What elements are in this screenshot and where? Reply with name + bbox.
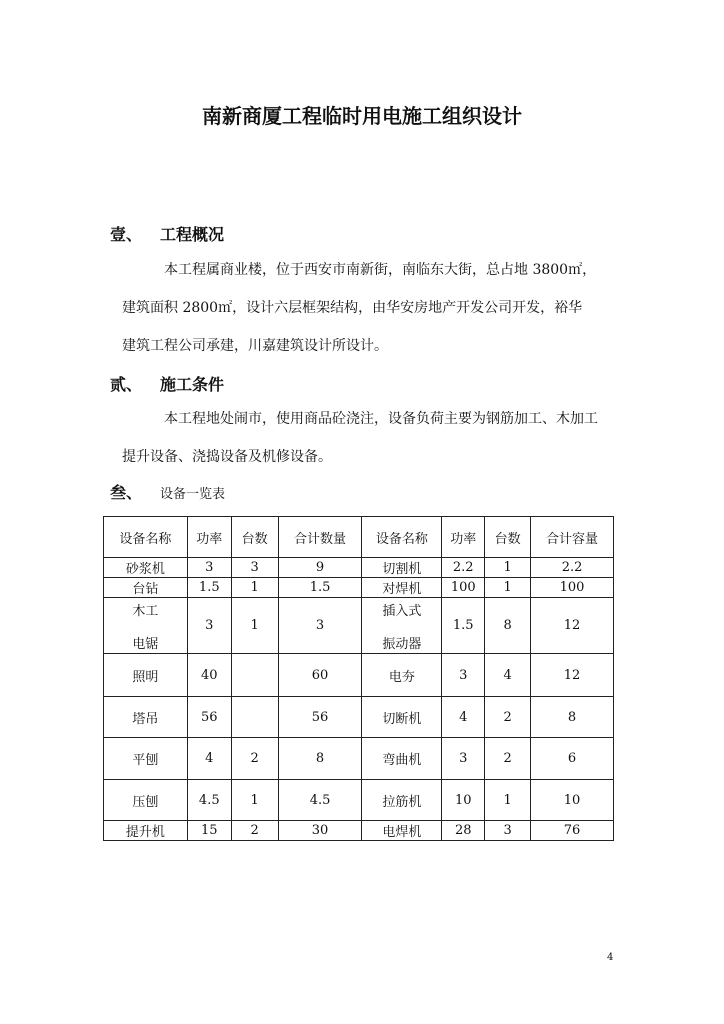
table-cell: 12 [531, 654, 614, 697]
table-row [104, 654, 614, 697]
table-cell: 3 [187, 558, 231, 578]
section-1-line-2: 建筑面积 2800㎡，设计六层框架结构，由华安房地产开发公司开发，裕华 [122, 300, 583, 316]
table-cell: 塔吊 [104, 697, 188, 738]
section-2-number: 贰、 [110, 375, 143, 394]
table-cell: 1 [485, 578, 531, 598]
table-row [104, 821, 614, 841]
table-cell: 1 [231, 578, 278, 598]
table-cell [231, 697, 278, 738]
table-cell: 电夯 [362, 654, 442, 697]
cell-line: 振动器 [382, 636, 422, 652]
table-cell: 平刨 [104, 738, 188, 780]
section-3-heading [110, 480, 225, 503]
cell-line: 插入式 [382, 603, 422, 619]
table-cell: 10 [442, 780, 485, 821]
header-cell: 台数 [231, 517, 278, 558]
table-cell: 3 [442, 738, 485, 780]
header-cell: 合计容量 [531, 517, 614, 558]
table-row [104, 738, 614, 780]
table-cell: 4 [442, 697, 485, 738]
table-cell: 76 [531, 821, 614, 841]
cell-line: 木工 [132, 603, 159, 619]
table-cell: 1.5 [187, 578, 231, 598]
section-3-number: 叁、 [110, 483, 143, 502]
table-cell: 12 [531, 598, 614, 654]
table-cell: 4 [187, 738, 231, 780]
table-cell: 1 [485, 558, 531, 578]
section-2-heading [110, 372, 224, 395]
table-cell: 15 [187, 821, 231, 841]
header-cell: 台数 [485, 517, 531, 558]
table-cell: 台钻 [104, 578, 188, 598]
header-cell: 设备名称 [362, 517, 442, 558]
table-cell: 4 [485, 654, 531, 697]
table-cell: 2 [231, 738, 278, 780]
document-title: 南新商厦工程临时用电施工组织设计 [202, 104, 522, 128]
table-cell: 3 [231, 558, 278, 578]
header-cell: 设备名称 [104, 517, 188, 558]
table-header-row [104, 517, 614, 558]
table-cell: 100 [531, 578, 614, 598]
page-number: 4 [607, 952, 614, 963]
section-2-title: 施工条件 [160, 375, 225, 394]
table-cell: 2.2 [531, 558, 614, 578]
table-cell: 8 [485, 598, 531, 654]
header-cell: 功率 [187, 517, 231, 558]
table-cell: 提升机 [104, 821, 188, 841]
table-cell: 照明 [104, 654, 188, 697]
section-1-line-3: 建筑工程公司承建，川嘉建筑设计所设计。 [122, 338, 388, 354]
table-cell: 3 [278, 598, 362, 654]
table-cell: 2 [231, 821, 278, 841]
section-1-title: 工程概况 [160, 225, 225, 244]
table-cell: 4.5 [278, 780, 362, 821]
table-cell: 压刨 [104, 780, 188, 821]
table-cell: 10 [531, 780, 614, 821]
cell-line: 电锯 [132, 636, 159, 652]
table-cell [362, 598, 442, 654]
section-2-line-2: 提升设备、浇捣设备及机修设备。 [122, 449, 332, 465]
table-cell: 56 [278, 697, 362, 738]
table-cell: 4.5 [187, 780, 231, 821]
table-cell: 100 [442, 578, 485, 598]
table-cell: 3 [187, 598, 231, 654]
table-row [104, 780, 614, 821]
table-cell: 1.5 [278, 578, 362, 598]
table-cell: 1 [485, 780, 531, 821]
table-cell [231, 654, 278, 697]
header-cell: 功率 [442, 517, 485, 558]
section-2-line-1: 本工程地处闹市，使用商品砼浇注，设备负荷主要为钢筋加工、木加工 [164, 411, 598, 427]
table-cell: 3 [485, 821, 531, 841]
table-cell: 56 [187, 697, 231, 738]
table-cell: 1.5 [442, 598, 485, 654]
table-cell: 28 [442, 821, 485, 841]
header-cell: 合计数量 [278, 517, 362, 558]
table-row [104, 697, 614, 738]
table-cell: 6 [531, 738, 614, 780]
table-cell: 40 [187, 654, 231, 697]
table-cell: 切断机 [362, 697, 442, 738]
table-cell: 1 [231, 780, 278, 821]
table-cell: 弯曲机 [362, 738, 442, 780]
table-cell: 9 [278, 558, 362, 578]
section-1-heading [110, 222, 224, 245]
section-3-title: 设备一览表 [160, 487, 226, 502]
table-cell: 8 [278, 738, 362, 780]
section-1-number: 壹、 [110, 225, 143, 244]
table-row [104, 598, 614, 654]
table-row [104, 578, 614, 598]
section-1-line-1: 本工程属商业楼，位于西安市南新街，南临东大街，总占地 3800㎡， [164, 262, 597, 278]
table-cell: 60 [278, 654, 362, 697]
table-cell: 2 [485, 738, 531, 780]
table-cell: 切割机 [362, 558, 442, 578]
table-row [104, 558, 614, 578]
table-cell: 砂浆机 [104, 558, 188, 578]
table-cell: 2 [485, 697, 531, 738]
table-cell [104, 598, 188, 654]
table-cell: 8 [531, 697, 614, 738]
table-cell: 1 [231, 598, 278, 654]
table-cell: 2.2 [442, 558, 485, 578]
table-cell: 电焊机 [362, 821, 442, 841]
table-cell: 拉筋机 [362, 780, 442, 821]
equipment-table [103, 516, 614, 841]
table-cell: 30 [278, 821, 362, 841]
table-cell: 对焊机 [362, 578, 442, 598]
table-cell: 3 [442, 654, 485, 697]
